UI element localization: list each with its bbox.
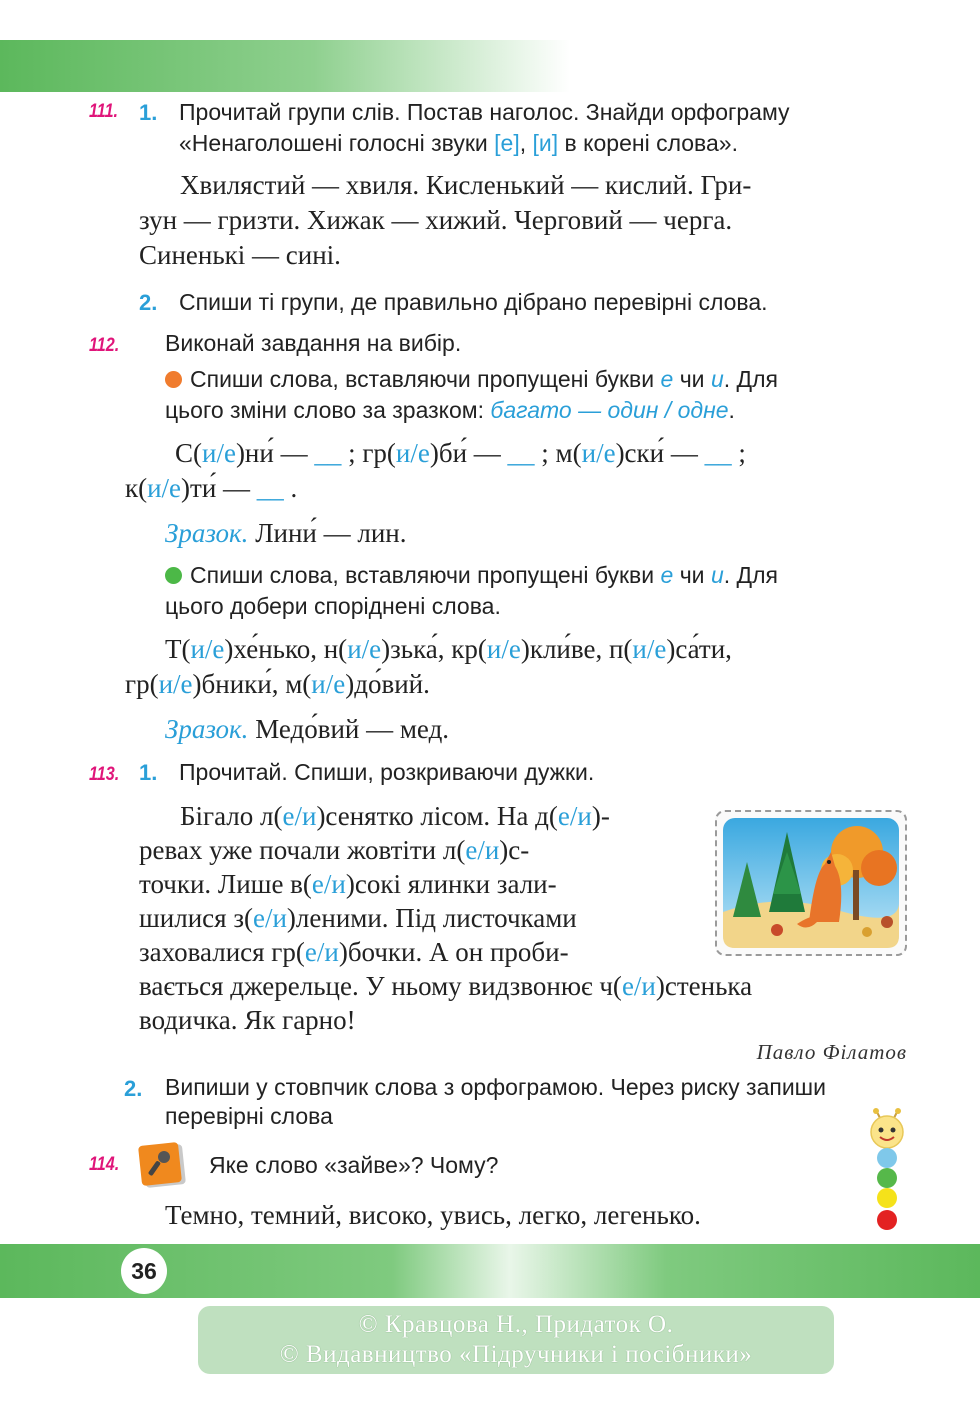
sample-text: Лини́ — лин. bbox=[248, 518, 407, 548]
ex111-step1-number: 1. bbox=[139, 100, 158, 125]
ex112-orange-line2 bbox=[165, 395, 907, 426]
w: )би́ — bbox=[429, 438, 508, 468]
text: Спиши слова, вставляючи пропущені букви bbox=[190, 366, 661, 392]
letter-i: и bbox=[710, 562, 724, 588]
w: )кли́ве, п( bbox=[520, 634, 633, 664]
ex113-step2-line2: перевірні слова bbox=[165, 1103, 333, 1129]
vowel-choice: и/е bbox=[311, 669, 346, 699]
ex112-words-line1 bbox=[125, 436, 907, 471]
vowel-choice: е/и bbox=[465, 835, 500, 865]
ex113-step1-text: Прочитай. Спиши, розкриваючи дужки. bbox=[179, 759, 595, 785]
text: . Для bbox=[723, 366, 778, 392]
caterpillar-icon bbox=[864, 1108, 910, 1236]
ex113-line6 bbox=[139, 969, 907, 1003]
w: )хе́нько, н( bbox=[224, 634, 348, 664]
w: С( bbox=[175, 438, 202, 468]
ex112-green-words-line1 bbox=[125, 632, 907, 667]
w: ; bbox=[731, 438, 746, 468]
vowel-choice: е/и bbox=[252, 903, 287, 933]
w: )са́ти, bbox=[666, 634, 732, 664]
ex114-words: Темно, темний, високо, увись, легко, легенько. bbox=[165, 1200, 701, 1230]
ex111-word-groups bbox=[139, 168, 907, 273]
ex112-green-line1 bbox=[165, 560, 907, 591]
ex113-line7: водичка. Як гарно! bbox=[139, 1005, 356, 1035]
t: вається джерельце. У ньому видзвонює ч( bbox=[139, 971, 622, 1001]
w: ; гр( bbox=[341, 438, 396, 468]
top-green-bar bbox=[0, 40, 570, 92]
ex113-line1 bbox=[139, 799, 691, 833]
ex113-line2 bbox=[139, 833, 691, 867]
separator: , bbox=[519, 130, 533, 156]
page-number: 36 bbox=[121, 1248, 167, 1294]
vowel-choice: е/и bbox=[621, 971, 656, 1001]
ex111-text-line1: Хвилястий — хвиля. Кисленький — кислий. Гри- bbox=[180, 170, 752, 200]
sound-i: [и] bbox=[532, 130, 559, 156]
ex112-orange-line1 bbox=[165, 364, 907, 395]
ex113-step1-number: 1. bbox=[139, 760, 158, 785]
microphone-icon bbox=[136, 1140, 194, 1192]
vowel-choice: и/е bbox=[347, 634, 382, 664]
text: чи bbox=[673, 366, 711, 392]
vowel-choice: е/и bbox=[557, 801, 592, 831]
ex111-step1-part: «Ненаголошені голосні звуки bbox=[179, 130, 495, 156]
ex113-step2-line1: Випиши у стовпчик слова з орфограмою. Через риску запиши bbox=[165, 1074, 826, 1100]
t: )леними. Під листочками bbox=[286, 903, 577, 933]
vowel-choice: и/е bbox=[147, 473, 182, 503]
w: )ни́ — bbox=[235, 438, 315, 468]
vowel-choice: е/и bbox=[311, 869, 346, 899]
t: Бігало л( bbox=[180, 801, 283, 831]
sound-e: [е] bbox=[494, 130, 520, 156]
ex112-words-green bbox=[125, 632, 907, 702]
ex111-step1-text bbox=[179, 97, 907, 159]
sample-label: Зразок. bbox=[165, 518, 249, 548]
text: цього зміни слово за зразком: bbox=[165, 397, 491, 423]
exercise-number-114: 114. bbox=[89, 1154, 120, 1175]
ex113-step2-number: 2. bbox=[124, 1076, 143, 1101]
ex113-line5 bbox=[139, 935, 691, 969]
sample-text: багато — один / одне bbox=[490, 397, 729, 423]
ex111-text-line3: Синенькі — сині. bbox=[139, 240, 341, 270]
ex111-step1-line1: Прочитай групи слів. Постав наголос. Знайди орфограму bbox=[179, 99, 790, 125]
copyright-publisher: © Видавництво «Підручники і посібники» bbox=[279, 1341, 753, 1368]
ex113-line3 bbox=[139, 867, 691, 901]
ex112-words-line2 bbox=[125, 471, 907, 506]
ex112-green-words-line2 bbox=[125, 667, 907, 702]
letter-e: е bbox=[660, 366, 674, 392]
t: )- bbox=[591, 801, 610, 831]
text: . Для bbox=[723, 562, 778, 588]
letter-i: и bbox=[710, 366, 724, 392]
vowel-choice: и/е bbox=[581, 438, 616, 468]
ex112-intro: Виконай завдання на вибір. bbox=[165, 330, 462, 356]
ex111-step1-line2 bbox=[179, 128, 907, 159]
t: шилися з( bbox=[139, 903, 253, 933]
blank: __ bbox=[314, 438, 342, 468]
t: )с- bbox=[499, 835, 530, 865]
ex112-sample2 bbox=[165, 712, 449, 747]
fox-forest-picture bbox=[717, 812, 905, 954]
copyright-authors: © Кравцова Н., Придаток О. bbox=[358, 1311, 674, 1338]
vowel-choice: и/е bbox=[202, 438, 236, 468]
sample-label: Зразок. bbox=[165, 714, 249, 744]
copyright-box bbox=[198, 1306, 834, 1374]
vowel-choice: и/е bbox=[158, 669, 193, 699]
w: . bbox=[283, 473, 298, 503]
t: )сенятко лісом. На д( bbox=[316, 801, 558, 831]
blank: __ bbox=[507, 438, 535, 468]
text: чи bbox=[673, 562, 711, 588]
ex112-option-green bbox=[165, 560, 907, 622]
ex111-step1-part: в корені слова». bbox=[558, 130, 738, 156]
ex113-text-wrapped bbox=[139, 799, 691, 969]
w: к( bbox=[125, 473, 148, 503]
exercise-number-112: 112. bbox=[89, 335, 120, 356]
t: ревах уже почали жовтіти л( bbox=[139, 835, 466, 865]
ex112-words-orange bbox=[125, 436, 907, 506]
vowel-choice: и/е bbox=[486, 634, 521, 664]
text-author: Павло Філатов bbox=[756, 1040, 907, 1064]
letter-e: е bbox=[660, 562, 674, 588]
blank: __ bbox=[704, 438, 732, 468]
vowel-choice: и/е bbox=[632, 634, 667, 664]
text: Спиши слова, вставляючи пропущені букви bbox=[190, 562, 661, 588]
ex112-green-line2: цього добери споріднені слова. bbox=[165, 593, 501, 619]
ex111-text-line2: зун — гризти. Хижак — хижий. Черговий — черга. bbox=[139, 205, 733, 235]
ex113-line4 bbox=[139, 901, 691, 935]
w: гр( bbox=[125, 669, 159, 699]
w: )зька́, кр( bbox=[381, 634, 487, 664]
vowel-choice: и/е bbox=[190, 634, 225, 664]
speaking-microphone-icon bbox=[136, 1140, 194, 1192]
sample-text: Медо́вий — мед. bbox=[248, 714, 450, 744]
ex113-step2-text bbox=[165, 1073, 907, 1131]
w: Т( bbox=[165, 634, 191, 664]
ex111-step2-number: 2. bbox=[139, 290, 158, 315]
w: )ски́ — bbox=[615, 438, 705, 468]
w: ; м( bbox=[534, 438, 582, 468]
exercise-number-111: 111. bbox=[89, 101, 119, 122]
t: )стенька bbox=[655, 971, 753, 1001]
vowel-choice: е/и bbox=[282, 801, 317, 831]
ex114-question: Яке слово «зайве»? Чому? bbox=[209, 1152, 499, 1178]
ex112-sample1 bbox=[165, 516, 406, 551]
blank: __ bbox=[256, 473, 284, 503]
ex113-text-full bbox=[139, 969, 907, 1037]
green-dot-icon bbox=[165, 567, 182, 584]
t: )сокі ялинки зали- bbox=[345, 869, 557, 899]
vowel-choice: и/е bbox=[395, 438, 430, 468]
t: точки. Лише в( bbox=[139, 869, 312, 899]
t: )бочки. А он проби- bbox=[338, 937, 569, 967]
caterpillar-drawing bbox=[864, 1108, 910, 1236]
w: )до́вий. bbox=[345, 669, 430, 699]
ex111-step2-text: Спиши ті групи, де правильно дібрано перевірні слова. bbox=[179, 289, 768, 315]
w: )ти́ — bbox=[181, 473, 257, 503]
vowel-choice: е/и bbox=[304, 937, 339, 967]
autumn-fox-illustration bbox=[715, 810, 907, 956]
w: )бники́, м( bbox=[192, 669, 312, 699]
ex112-option-orange bbox=[165, 364, 907, 426]
text: . bbox=[728, 397, 735, 423]
orange-dot-icon bbox=[165, 371, 182, 388]
exercise-number-113: 113. bbox=[89, 764, 120, 785]
t: заховалися гр( bbox=[139, 937, 305, 967]
